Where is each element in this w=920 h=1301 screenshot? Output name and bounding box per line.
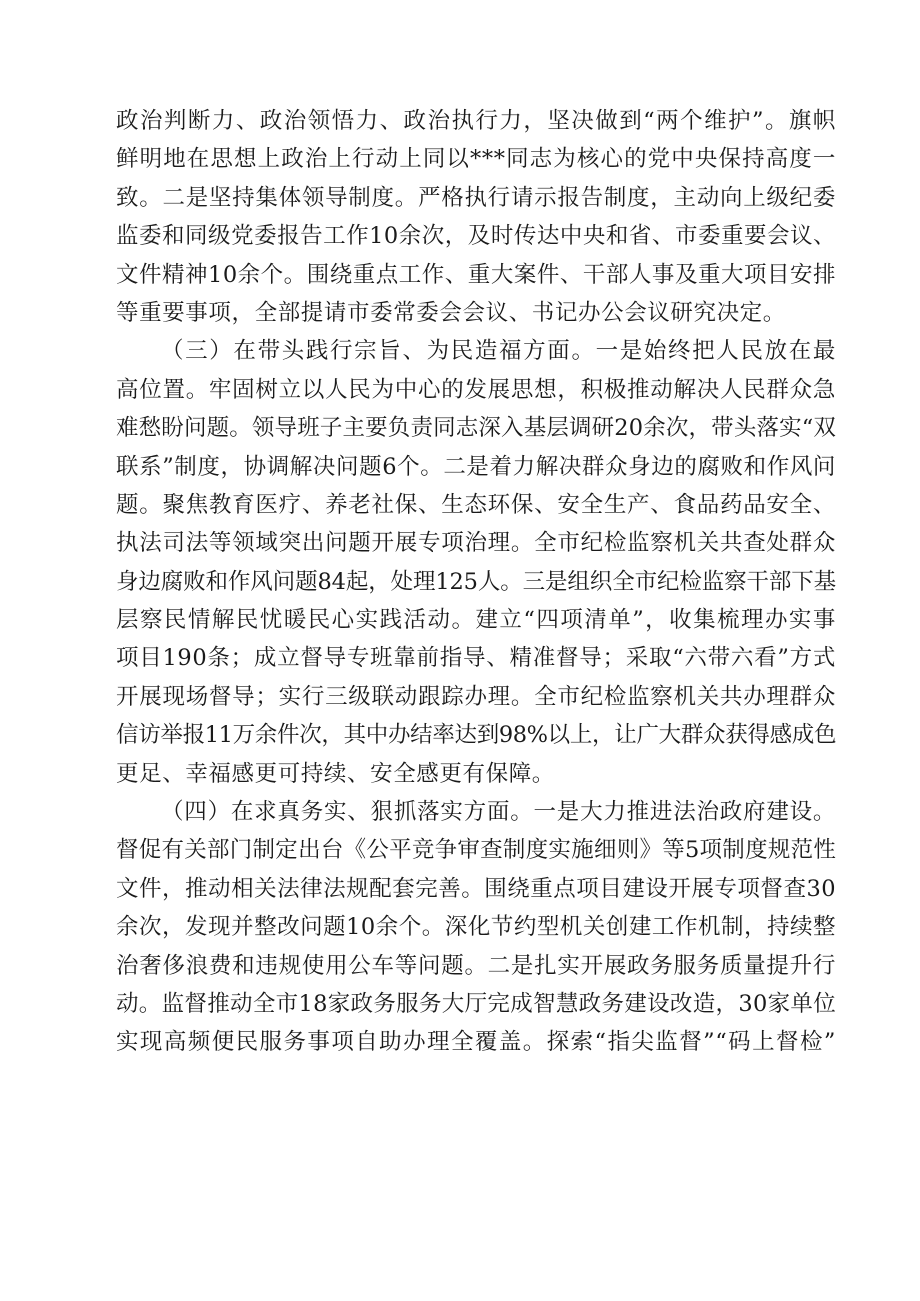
text-line: 更足、幸福感更可持续、安全感更有保障。 bbox=[116, 760, 555, 787]
text-line: 项目190条；成立督导专班靠前指导、精准督导；采取“六带六看”方式 bbox=[116, 645, 836, 672]
text-line: 难愁盼问题。领导班子主要负责同志深入基层调研20余次，带头落实“双 bbox=[116, 415, 837, 442]
text-line: 政治判断力、政治领悟力、政治执行力，坚决做到“两个维护”。旗帜 bbox=[116, 108, 836, 134]
document-body bbox=[116, 102, 836, 1062]
text-line: 文件，推动相关法律法规配套完善。围绕重点项目建设开展专项督查30 bbox=[116, 875, 836, 902]
text-line: 监委和同级党委报告工作10余次，及时传达中央和省、市委重要会议、 bbox=[116, 223, 836, 250]
text-line: 执法司法等领域突出问题开展专项治理。全市纪检监察机关共查处群众 bbox=[116, 530, 836, 557]
text-line: 等重要事项，全部提请市委常委会会议、书记办公会议研究决定。 bbox=[116, 299, 786, 326]
text-line: 高位置。牢固树立以人民为中心的发展思想，积极推动解决人民群众急 bbox=[116, 376, 836, 403]
text-line: 信访举报11万余件次，其中办结率达到98%以上，让广大群众获得感成色 bbox=[116, 722, 836, 749]
text-line: 实现高频便民服务事项自助办理全覆盖。探索“指尖监督”“码上督检” bbox=[116, 1029, 836, 1056]
text-line: 致。二是坚持集体领导制度。严格执行请示报告制度，主动向上级纪委 bbox=[116, 184, 836, 211]
text-line: （三）在带头践行宗旨、为民造福方面。一是始终把人民放在最 bbox=[161, 338, 836, 365]
text-line: 文件精神10余个。围绕重点工作、重大案件、干部人事及重大项目安排 bbox=[116, 261, 836, 288]
text-line: 鲜明地在思想上政治上行动上同以***同志为核心的党中央保持高度一 bbox=[116, 146, 836, 173]
text-line: 督促有关部门制定出台《公平竞争审查制度实施细则》等5项制度规范性 bbox=[116, 837, 836, 864]
text-line: 题。聚焦教育医疗、养老社保、生态环保、安全生产、食品药品安全、 bbox=[116, 491, 836, 518]
text-line: （四）在求真务实、狠抓落实方面。一是大力推进法治政府建设。 bbox=[161, 799, 836, 826]
text-line: 动。监督推动全市18家政务服务大厅完成智慧政务建设改造，30家单位 bbox=[116, 990, 836, 1017]
text-line: 联系”制度，协调解决问题6个。二是着力解决群众身边的腐败和作风问 bbox=[116, 453, 837, 480]
text-line: 开展现场督导；实行三级联动跟踪办理。全市纪检监察机关共办理群众 bbox=[116, 683, 836, 710]
text-line: 身边腐败和作风问题84起，处理125人。三是组织全市纪检监察干部下基 bbox=[116, 568, 836, 595]
text-line: 治奢侈浪费和违规使用公车等问题。二是扎实开展政务服务质量提升行 bbox=[116, 952, 836, 979]
text-line: 余次，发现并整改问题10余个。深化节约型机关创建工作机制，持续整 bbox=[116, 914, 836, 941]
text-line: 层察民情解民忧暖民心实践活动。建立“四项清单”，收集梳理办实事 bbox=[116, 607, 836, 634]
